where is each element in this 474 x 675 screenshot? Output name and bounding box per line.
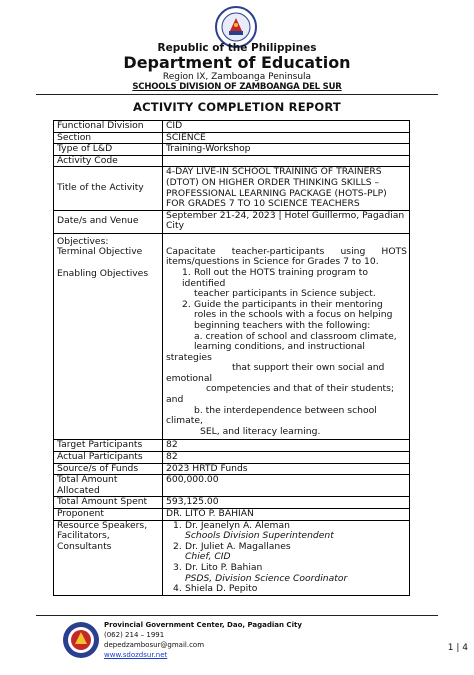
table-row <box>54 233 410 440</box>
cell-value: DR. LITO P. BAHIAN <box>163 509 410 521</box>
cell-label: Total Amount Allocated <box>54 475 163 497</box>
enabling-objective: Roll out the HOTS training program to identified <box>182 266 368 289</box>
speaker-role: PSDS, Division Science Coordinator <box>185 572 348 584</box>
table-row <box>54 520 410 595</box>
sub-objective-cont: climate, <box>166 415 203 427</box>
table-row <box>54 475 410 497</box>
cell-value: 600,000.00 <box>163 475 410 497</box>
enabling-objective-cont: teacher participants in Science subject. <box>194 288 376 300</box>
cell-label: Activity Code <box>54 155 163 167</box>
speaker-role: Schools Division Superintendent <box>185 530 334 542</box>
header-region: Region IX, Zamboanga Peninsula <box>162 72 312 82</box>
cell-value: 593,125.00 <box>163 497 410 509</box>
table-row <box>54 463 410 475</box>
cell-value: 82 <box>163 452 410 464</box>
speaker-name: Shiela D. Pepito <box>185 583 258 595</box>
table-row <box>54 210 410 233</box>
table-row <box>54 440 410 452</box>
footer-address: Provincial Government Center, Dao, Pagadian City <box>104 621 302 629</box>
page-number: 1 | 4 <box>447 643 468 653</box>
cell-label: Type of L&D <box>54 144 163 156</box>
speaker-role: Chief, CID <box>185 551 231 563</box>
cell-label: Section <box>54 132 163 144</box>
table-row <box>54 497 410 509</box>
terminal-objective-label: Terminal Objective <box>57 246 143 258</box>
cell-label: Date/s and Venue <box>54 210 163 233</box>
sub-objective-cont: SEL, and literacy learning. <box>200 425 321 437</box>
terminal-objective: Capacitate teacher-participants using HOTS items/questions in Science for Grades 7 to 10. <box>166 245 407 268</box>
cell-label: Resource Speakers, Facilitators, Consultants <box>54 520 163 595</box>
cell-label: Functional Division <box>54 121 163 133</box>
cell-label: Source/s of Funds <box>54 463 163 475</box>
sub-objective-cont: and <box>166 394 184 406</box>
table-row <box>54 452 410 464</box>
cell-value: September 21-24, 2023 | Hotel Guillermo, Pagadian City <box>163 210 410 233</box>
footer-email: depedzambosur@gmail.com <box>104 641 205 649</box>
cell-value: 4-DAY LIVE-IN SCHOOL TRAINING OF TRAINERS (DTOT) ON HIGHER ORDER THINKING SKILLS – PROFESSIONAL LEARNING PACKAGE (HOTS-PLP) FOR GRADES 7 TO 10 SCIENCE TEACHERS <box>163 167 410 210</box>
sub-objective: a. creation of school and classroom climate, learning conditions, and instructional <box>194 330 397 353</box>
table-row <box>54 144 410 156</box>
speaker-number: 1. <box>173 519 182 531</box>
objectives-label-cell <box>54 233 163 440</box>
cell-label: Actual Participants <box>54 452 163 464</box>
sub-objective-cont: emotional <box>166 372 213 384</box>
cell-value <box>163 155 410 167</box>
header-divider <box>36 94 438 95</box>
cell-value: SCIENCE <box>163 132 410 144</box>
speaker-name: Dr. Lito P. Bahian <box>185 561 263 573</box>
cell-label: Title of the Activity <box>54 167 163 210</box>
speaker-name: Dr. Juliet A. Magallanes <box>185 540 291 552</box>
header-republic: Republic of the Philippines <box>157 42 317 54</box>
enabling-number: 1. <box>182 266 191 278</box>
cell-value: Training-Workshop <box>163 144 410 156</box>
cell-label: Target Participants <box>54 440 163 452</box>
sub-objective-cont: strategies <box>166 351 212 363</box>
speaker-number: 4. <box>173 583 182 595</box>
sub-objective-cont: that support their own social and <box>232 362 385 374</box>
report-table <box>53 120 410 596</box>
cell-value: 2023 HRTD Funds <box>163 463 410 475</box>
table-row <box>54 121 410 133</box>
speakers-cell <box>163 520 410 595</box>
report-title: ACTIVITY COMPLETION REPORT <box>133 100 341 114</box>
sub-objective-cont: competencies and that of their students; <box>206 383 395 395</box>
speaker-number: 2. <box>173 540 182 552</box>
sub-objective: b. the interdependence between school <box>194 404 377 416</box>
table-row <box>54 509 410 521</box>
cell-label: Total Amount Spent <box>54 497 163 509</box>
footer-phone: (062) 214 – 1991 <box>104 631 165 639</box>
header-department: Department of Education <box>123 53 351 72</box>
header-division: SCHOOLS DIVISION OF ZAMBOANGA DEL SUR <box>132 82 342 92</box>
objectives-cell <box>163 233 410 440</box>
footer-website-link[interactable]: www.sdozdsur.net <box>104 651 168 659</box>
division-logo-icon <box>62 621 100 659</box>
table-row <box>54 167 410 210</box>
enabling-number: 2. <box>182 298 191 310</box>
enabling-objectives-label: Enabling Objectives <box>57 267 149 279</box>
enabling-objective: Guide the participants in their mentoring roles in the schools with a focus on helping beginning teachers with the following: <box>194 298 393 331</box>
footer-divider <box>36 615 438 616</box>
cell-value: 82 <box>163 440 410 452</box>
cell-label: Proponent <box>54 509 163 521</box>
speaker-name: Dr. Jeanelyn A. Aleman <box>185 519 290 531</box>
table-row <box>54 132 410 144</box>
speaker-number: 3. <box>173 561 182 573</box>
cell-value: CID <box>163 121 410 133</box>
objectives-label: Objectives: <box>57 235 109 247</box>
table-row <box>54 155 410 167</box>
